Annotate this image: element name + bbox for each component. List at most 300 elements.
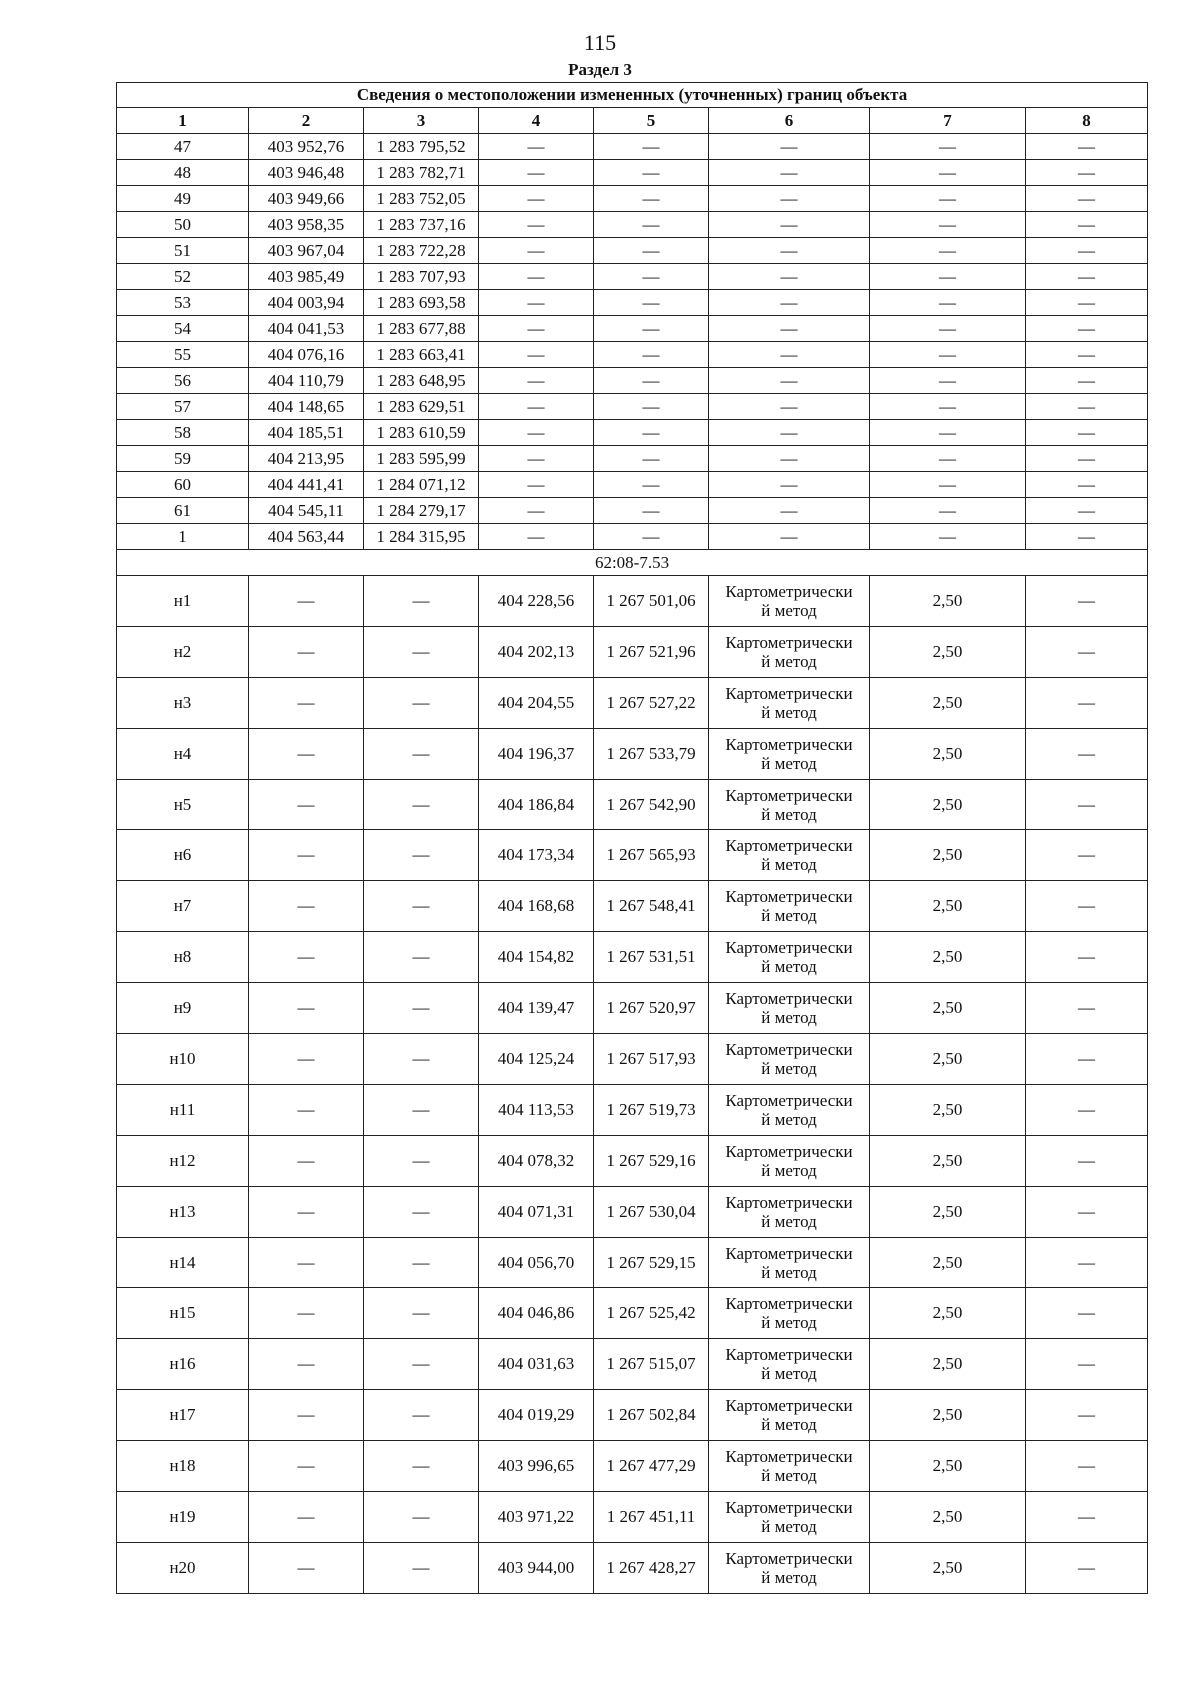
- table-cell: —: [1026, 881, 1148, 932]
- method-line: Картометрически: [725, 887, 853, 907]
- table-cell: 1 284 315,95: [364, 524, 479, 550]
- table-cell: 404 076,16: [249, 342, 364, 368]
- column-number: 5: [594, 108, 709, 134]
- table-cell: —: [479, 446, 594, 472]
- table-cell: —: [1026, 1542, 1148, 1593]
- table-cell: —: [870, 524, 1026, 550]
- table-cell: 404 046,86: [479, 1288, 594, 1339]
- table-cell: —: [364, 1288, 479, 1339]
- method-line: Картометрически: [725, 1243, 853, 1263]
- method-line: Картометрически: [725, 785, 853, 805]
- table-cell: —: [479, 160, 594, 186]
- table-cell: —: [479, 186, 594, 212]
- table-cell: —: [594, 316, 709, 342]
- table-cell: —: [249, 1390, 364, 1441]
- table-cell: 1: [117, 524, 249, 550]
- table-row: [117, 212, 1148, 238]
- table-cell: н14: [117, 1237, 249, 1288]
- table-cell: —: [594, 264, 709, 290]
- table-cell: н11: [117, 1084, 249, 1135]
- table-cell: 54: [117, 316, 249, 342]
- table-cell: н20: [117, 1542, 249, 1593]
- table-cell: 2,50: [870, 1186, 1026, 1237]
- table-cell: —: [249, 983, 364, 1034]
- table-cell: 2,50: [870, 1542, 1026, 1593]
- table-cell: 53: [117, 290, 249, 316]
- method-line: Картометрически: [725, 1141, 853, 1161]
- table-row: [117, 1339, 1148, 1390]
- table-cell: —: [594, 342, 709, 368]
- table-cell: 50: [117, 212, 249, 238]
- table-cell: н15: [117, 1288, 249, 1339]
- table-cell: —: [594, 368, 709, 394]
- table-cell: 1 283 722,28: [364, 238, 479, 264]
- table-cell: —: [1026, 1441, 1148, 1492]
- table-cell: 404 186,84: [479, 779, 594, 830]
- table-row: [117, 1084, 1148, 1135]
- table-cell: —: [479, 498, 594, 524]
- table-cell: 2,50: [870, 983, 1026, 1034]
- method-line: й метод: [761, 651, 817, 671]
- table-cell: —: [594, 238, 709, 264]
- table-cell: 404 078,32: [479, 1135, 594, 1186]
- table-cell: 404 441,41: [249, 472, 364, 498]
- table-row: [117, 186, 1148, 212]
- table-cell: 2,50: [870, 1034, 1026, 1085]
- table-cell: 1 267 530,04: [594, 1186, 709, 1237]
- table-cell: н2: [117, 626, 249, 677]
- table-row: [117, 524, 1148, 550]
- table-cell: —: [1026, 1390, 1148, 1441]
- table-cell: 1 267 515,07: [594, 1339, 709, 1390]
- table-cell: —: [364, 677, 479, 728]
- table-cell: 1 283 782,71: [364, 160, 479, 186]
- method-cell: [709, 677, 870, 728]
- table-cell: 1 283 752,05: [364, 186, 479, 212]
- column-number: 6: [709, 108, 870, 134]
- table-cell: —: [1026, 1034, 1148, 1085]
- table-cell: н8: [117, 932, 249, 983]
- table-cell: —: [479, 342, 594, 368]
- table-cell: —: [594, 290, 709, 316]
- table-cell: 404 168,68: [479, 881, 594, 932]
- method-line: Картометрически: [725, 1447, 853, 1467]
- table-cell: —: [249, 881, 364, 932]
- table-cell: —: [479, 290, 594, 316]
- table-cell: —: [1026, 446, 1148, 472]
- table-cell: 2,50: [870, 1339, 1026, 1390]
- method-line: Картометрически: [725, 734, 853, 754]
- table-cell: —: [364, 1084, 479, 1135]
- table-cell: —: [479, 420, 594, 446]
- table-cell: —: [364, 1542, 479, 1593]
- table-cell: —: [249, 1339, 364, 1390]
- table-cell: 1 283 795,52: [364, 134, 479, 160]
- table-cell: 403 944,00: [479, 1542, 594, 1593]
- table-cell: 403 958,35: [249, 212, 364, 238]
- method-line: Картометрически: [725, 1497, 853, 1517]
- table-cell: —: [364, 881, 479, 932]
- column-number: 4: [479, 108, 594, 134]
- table-cell: —: [1026, 524, 1148, 550]
- column-number: 7: [870, 108, 1026, 134]
- table-row: [117, 1492, 1148, 1543]
- method-line: Картометрически: [725, 1039, 853, 1059]
- method-line: Картометрически: [725, 1294, 853, 1314]
- table-cell: 1 267 502,84: [594, 1390, 709, 1441]
- table-cell: 2,50: [870, 830, 1026, 881]
- table-cell: —: [709, 238, 870, 264]
- table-cell: 2,50: [870, 1390, 1026, 1441]
- table-cell: —: [870, 212, 1026, 238]
- table-cell: —: [709, 498, 870, 524]
- table-cell: 1 267 525,42: [594, 1288, 709, 1339]
- table-cell: —: [364, 983, 479, 1034]
- table-cell: н7: [117, 881, 249, 932]
- table-cell: 404 213,95: [249, 446, 364, 472]
- table-row: [117, 446, 1148, 472]
- table-cell: 1 283 663,41: [364, 342, 479, 368]
- table-cell: 1 283 595,99: [364, 446, 479, 472]
- method-line: й метод: [761, 906, 817, 926]
- table-cell: 60: [117, 472, 249, 498]
- table-cell: —: [870, 368, 1026, 394]
- table-cell: 1 267 517,93: [594, 1034, 709, 1085]
- table-cell: 404 041,53: [249, 316, 364, 342]
- table-cell: —: [364, 830, 479, 881]
- method-line: Картометрически: [725, 836, 853, 856]
- method-cell: [709, 830, 870, 881]
- method-line: й метод: [761, 1415, 817, 1435]
- table-row: [117, 498, 1148, 524]
- table-cell: 58: [117, 420, 249, 446]
- table-cell: —: [479, 238, 594, 264]
- table-row: [117, 134, 1148, 160]
- table-cell: 2,50: [870, 576, 1026, 627]
- table-cell: 1 283 707,93: [364, 264, 479, 290]
- table-cell: 56: [117, 368, 249, 394]
- table-cell: —: [364, 1441, 479, 1492]
- method-line: й метод: [761, 855, 817, 875]
- method-cell: [709, 1084, 870, 1135]
- table-cell: н17: [117, 1390, 249, 1441]
- table-cell: —: [1026, 342, 1148, 368]
- table-cell: 51: [117, 238, 249, 264]
- table-cell: —: [594, 212, 709, 238]
- table-cell: —: [364, 626, 479, 677]
- table-cell: —: [1026, 160, 1148, 186]
- table-cell: 1 283 648,95: [364, 368, 479, 394]
- table-cell: —: [1026, 1288, 1148, 1339]
- method-line: й метод: [761, 1211, 817, 1231]
- method-cell: [709, 576, 870, 627]
- method-cell: [709, 1135, 870, 1186]
- method-line: Картометрически: [725, 581, 853, 601]
- group-body: [117, 550, 1148, 576]
- table-cell: 59: [117, 446, 249, 472]
- table-cell: —: [1026, 1237, 1148, 1288]
- column-number: 8: [1026, 108, 1148, 134]
- method-line: Картометрически: [725, 989, 853, 1009]
- table-cell: —: [1026, 498, 1148, 524]
- method-line: й метод: [761, 804, 817, 824]
- table-row: [117, 1390, 1148, 1441]
- table-row: [117, 472, 1148, 498]
- table-cell: —: [709, 134, 870, 160]
- table-cell: н3: [117, 677, 249, 728]
- table-cell: 404 204,55: [479, 677, 594, 728]
- table-caption: Сведения о местоположении измененных (уточненных) границ объекта: [117, 83, 1148, 108]
- table-cell: 1 267 542,90: [594, 779, 709, 830]
- existing-points-body: [117, 134, 1148, 550]
- table-cell: —: [1026, 394, 1148, 420]
- table-cell: —: [364, 1034, 479, 1085]
- table-cell: —: [1026, 264, 1148, 290]
- table-cell: —: [479, 472, 594, 498]
- section-title: Раздел 3: [568, 60, 632, 79]
- table-cell: 1 283 629,51: [364, 394, 479, 420]
- table-cell: 404 545,11: [249, 498, 364, 524]
- table-cell: 1 267 527,22: [594, 677, 709, 728]
- table-row: [117, 983, 1148, 1034]
- table-cell: —: [1026, 932, 1148, 983]
- table-cell: 61: [117, 498, 249, 524]
- method-cell: [709, 626, 870, 677]
- table-cell: —: [594, 160, 709, 186]
- table-cell: —: [249, 1034, 364, 1085]
- method-cell: [709, 983, 870, 1034]
- table-cell: —: [1026, 316, 1148, 342]
- table-row: [117, 160, 1148, 186]
- table-cell: 49: [117, 186, 249, 212]
- table-row: [117, 830, 1148, 881]
- page-number: 115: [583, 30, 617, 55]
- table-cell: —: [249, 1288, 364, 1339]
- table-row: [117, 932, 1148, 983]
- table-cell: —: [594, 498, 709, 524]
- method-line: й метод: [761, 1516, 817, 1536]
- table-cell: —: [870, 394, 1026, 420]
- table-cell: —: [1026, 134, 1148, 160]
- table-cell: —: [870, 186, 1026, 212]
- table-cell: —: [1026, 1339, 1148, 1390]
- table-row: [117, 728, 1148, 779]
- table-cell: 404 202,13: [479, 626, 594, 677]
- table-cell: 404 031,63: [479, 1339, 594, 1390]
- column-number: 1: [117, 108, 249, 134]
- column-number: 3: [364, 108, 479, 134]
- table-cell: 404 148,65: [249, 394, 364, 420]
- table-cell: —: [364, 1135, 479, 1186]
- table-cell: —: [870, 134, 1026, 160]
- table-row: [117, 238, 1148, 264]
- table-cell: 404 071,31: [479, 1186, 594, 1237]
- table-cell: —: [709, 524, 870, 550]
- table-cell: —: [1026, 576, 1148, 627]
- method-cell: [709, 1034, 870, 1085]
- table-cell: 403 949,66: [249, 186, 364, 212]
- table-row: [117, 1441, 1148, 1492]
- table-cell: 52: [117, 264, 249, 290]
- table-cell: —: [870, 420, 1026, 446]
- table-cell: 404 110,79: [249, 368, 364, 394]
- table-cell: —: [594, 420, 709, 446]
- method-cell: [709, 728, 870, 779]
- table-cell: н4: [117, 728, 249, 779]
- table-cell: 1 267 531,51: [594, 932, 709, 983]
- table-cell: 1 267 548,41: [594, 881, 709, 932]
- table-cell: н10: [117, 1034, 249, 1085]
- table-cell: —: [1026, 1492, 1148, 1543]
- table-cell: н6: [117, 830, 249, 881]
- table-cell: —: [709, 160, 870, 186]
- table-cell: 404 563,44: [249, 524, 364, 550]
- table-cell: 1 283 737,16: [364, 212, 479, 238]
- table-cell: —: [1026, 368, 1148, 394]
- table-cell: —: [1026, 238, 1148, 264]
- table-cell: —: [479, 368, 594, 394]
- table-cell: 404 113,53: [479, 1084, 594, 1135]
- table-cell: 1 267 565,93: [594, 830, 709, 881]
- table-cell: 2,50: [870, 932, 1026, 983]
- table-cell: —: [709, 446, 870, 472]
- table-cell: —: [870, 160, 1026, 186]
- table-cell: —: [249, 1441, 364, 1492]
- table-cell: 55: [117, 342, 249, 368]
- table-cell: 403 946,48: [249, 160, 364, 186]
- table-cell: —: [1026, 186, 1148, 212]
- method-cell: [709, 779, 870, 830]
- table-cell: 1 267 519,73: [594, 1084, 709, 1135]
- table-cell: —: [709, 186, 870, 212]
- method-cell: [709, 1186, 870, 1237]
- table-cell: —: [249, 1542, 364, 1593]
- table-cell: —: [594, 472, 709, 498]
- method-line: Картометрически: [725, 1548, 853, 1568]
- table-cell: 404 173,34: [479, 830, 594, 881]
- table-cell: —: [709, 420, 870, 446]
- table-row: [117, 881, 1148, 932]
- table-cell: 404 139,47: [479, 983, 594, 1034]
- table-cell: 48: [117, 160, 249, 186]
- method-line: й метод: [761, 1466, 817, 1486]
- table-cell: н9: [117, 983, 249, 1034]
- new-points-body: [117, 576, 1148, 1594]
- table-cell: 2,50: [870, 1237, 1026, 1288]
- table-cell: 2,50: [870, 1492, 1026, 1543]
- method-line: й метод: [761, 1109, 817, 1129]
- table-cell: 404 125,24: [479, 1034, 594, 1085]
- table-cell: 1 284 279,17: [364, 498, 479, 524]
- table-cell: 403 952,76: [249, 134, 364, 160]
- table-cell: —: [709, 394, 870, 420]
- table-cell: н18: [117, 1441, 249, 1492]
- table-cell: 1 267 529,16: [594, 1135, 709, 1186]
- table-cell: —: [709, 472, 870, 498]
- table-cell: 2,50: [870, 1288, 1026, 1339]
- table-cell: 1 267 521,96: [594, 626, 709, 677]
- table-cell: —: [594, 134, 709, 160]
- table-cell: —: [1026, 420, 1148, 446]
- table-cell: —: [870, 446, 1026, 472]
- table-cell: 403 996,65: [479, 1441, 594, 1492]
- table-cell: 1 267 428,27: [594, 1542, 709, 1593]
- table-cell: —: [870, 238, 1026, 264]
- boundary-coordinates-table: [116, 82, 1148, 1594]
- method-line: Картометрически: [725, 632, 853, 652]
- table-cell: 2,50: [870, 728, 1026, 779]
- table-cell: н16: [117, 1339, 249, 1390]
- table-cell: 404 228,56: [479, 576, 594, 627]
- table-row: [117, 420, 1148, 446]
- table-cell: —: [709, 290, 870, 316]
- table-cell: —: [594, 394, 709, 420]
- table-row: [117, 1135, 1148, 1186]
- table-cell: 1 267 501,06: [594, 576, 709, 627]
- table-cell: —: [870, 498, 1026, 524]
- table-cell: —: [709, 342, 870, 368]
- table-cell: —: [249, 1186, 364, 1237]
- method-cell: [709, 1441, 870, 1492]
- table-cell: н19: [117, 1492, 249, 1543]
- table-row: [117, 368, 1148, 394]
- table-cell: —: [249, 779, 364, 830]
- method-cell: [709, 881, 870, 932]
- table-cell: —: [249, 626, 364, 677]
- table-cell: —: [364, 1186, 479, 1237]
- table-cell: —: [249, 932, 364, 983]
- table-cell: 57: [117, 394, 249, 420]
- method-cell: [709, 1492, 870, 1543]
- column-number-row: [117, 108, 1148, 134]
- table-cell: 1 283 610,59: [364, 420, 479, 446]
- table-cell: 2,50: [870, 1135, 1026, 1186]
- table-cell: —: [249, 830, 364, 881]
- method-line: й метод: [761, 600, 817, 620]
- table-cell: —: [1026, 212, 1148, 238]
- table-row: [117, 576, 1148, 627]
- table-cell: 1 267 533,79: [594, 728, 709, 779]
- table-cell: —: [594, 186, 709, 212]
- table-cell: —: [249, 728, 364, 779]
- method-line: Картометрически: [725, 938, 853, 958]
- table-cell: —: [249, 677, 364, 728]
- method-line: й метод: [761, 1160, 817, 1180]
- table-cell: —: [870, 472, 1026, 498]
- table-row: [117, 1288, 1148, 1339]
- table-cell: 2,50: [870, 677, 1026, 728]
- table-row: [117, 1237, 1148, 1288]
- table-cell: 1 267 520,97: [594, 983, 709, 1034]
- method-line: й метод: [761, 1058, 817, 1078]
- table-row: [117, 290, 1148, 316]
- method-line: й метод: [761, 1364, 817, 1384]
- table-cell: —: [709, 212, 870, 238]
- table-cell: 1 284 071,12: [364, 472, 479, 498]
- table-cell: —: [709, 316, 870, 342]
- table-cell: 47: [117, 134, 249, 160]
- method-cell: [709, 1339, 870, 1390]
- table-cell: —: [1026, 1135, 1148, 1186]
- table-cell: —: [479, 212, 594, 238]
- table-cell: н5: [117, 779, 249, 830]
- table-row: [117, 779, 1148, 830]
- table-cell: —: [364, 576, 479, 627]
- table-cell: —: [249, 1084, 364, 1135]
- table-cell: 1 267 451,11: [594, 1492, 709, 1543]
- table-cell: —: [870, 342, 1026, 368]
- table-cell: 404 185,51: [249, 420, 364, 446]
